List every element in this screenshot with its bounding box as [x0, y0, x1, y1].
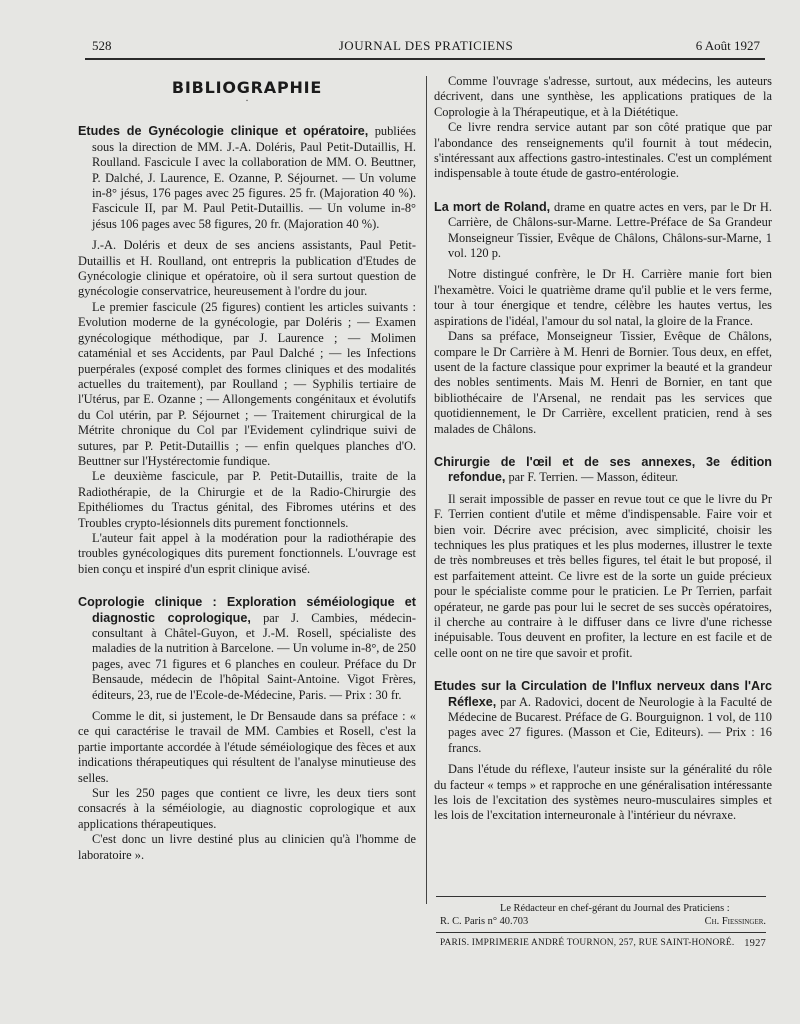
page-number: 528 — [92, 38, 112, 53]
review-paragraph: Notre distingué confrère, le Dr H. Carrière manie fort bien l'hexamètre. Voici le quatrième drame qu'il publie et le vers ferme, tour à tour énergique et tendre, célèbre les hautes vertus, les aspirations de l'idéal, l'amour du sol natal, la gloire de la France. — [434, 267, 772, 328]
section-title: BIBLIOGRAPHIE — [171, 78, 323, 97]
right-column — [434, 74, 772, 824]
title-ornament: ▪ — [246, 99, 248, 105]
review-paragraph: J.-A. Doléris et deux de ses anciens assistants, Paul Petit-Dutaillis et H. Roulland, ont entrepris la publication d'Etudes de Gynécologie clinique et opératoire, où il sera surtout question de gynécologie conservatrice, heureusement à l'ordre du jour. — [78, 238, 416, 299]
book-reference: par F. Terrien. — Masson, éditeur. — [508, 470, 679, 485]
review-paragraph: Le deuxième fascicule, par P. Petit-Dutaillis, traite de la Radiothérapie, de la Chirurgie et de la Radio-Chirurgie des Epithéliomes du Tractus génital, des Fibromes utérins et des Troubles crypto-lésionnels dits purement fonctionnels. — [78, 469, 416, 530]
book-title: Etudes sur la Circulation de l'Influx nerveux dans l'Arc Réflexe, — [434, 679, 772, 709]
book-title: Chirurgie de l'œil et de ses annexes, 3e édition refondue, — [434, 454, 772, 485]
review-paragraph: Dans l'étude du réflexe, l'auteur insiste sur la généralité du rôle du facteur « temps » et rapproche en une généralisation intéressante les lois de l'excitation des systèmes neuro-musculaires simples et les lois de l'excitation interneuronale à l'intérieur du névraxe. — [434, 762, 772, 823]
left-column — [78, 74, 416, 863]
review-paragraph: Dans sa préface, Monseigneur Tissier, Evêque de Châlons, compare le Dr Carrière à M. Henri de Bornier. Tous deux, en effet, usent de la facture classique pour exprimer la beauté et la grandeur des nobles sentiments. Mais M. Henri de Bornier, en tant que bibliothécaire de l'Arsenal, ne rendait pas les services que quotidiennement, le Dr Carrière, excellent praticien, rend à ses malades de Châlons. — [434, 329, 772, 436]
journal-title: JOURNAL DES PRATICIENS — [338, 38, 514, 53]
book-reference: drame en quatre actes en vers, par le Dr H. Carrière, de Châlons-sur-Marne. Lettre-Préface de Sa Grandeur Monseigneur Tissier, Evêque de Châlons, Châlons-sur-Marne, 1 vol. 120 p. — [448, 199, 772, 261]
print-year: 1927 — [744, 938, 766, 949]
rc-number: R. C. Paris n° 40.703 — [440, 916, 529, 927]
printer-name: PARIS. IMPRIMERIE ANDRÉ TOURNON, 257, RUE SAINT-HONORÉ. — [440, 938, 735, 948]
header-rule — [85, 58, 765, 60]
book-reference: publiées sous la direction de MM. J.-A. Doléris, Paul Petit-Dutaillis, H. Roulland. Fascicule I avec la collaboration de MM. O. Beuttner, P. Dalché, J. Laurence, E. Ozanne, P. Séjournet. — Un volume in-8° jésus, 176 pages avec 25 figures. 25 fr. (Majoration 40 %). Fascicule II, par M. Paul Petit-Dutaillis. — Un volume in-8° jésus 106 pages avec 58 figures, 20 fr. (Majoration 40 %). — [92, 124, 416, 231]
footer-rule-2 — [436, 932, 766, 933]
book-reference: par J. Cambies, médecin-consultant à Châtel-Guyon, et J.-M. Rosell, spécialiste des maladies de la nutrition à Barcelone. — Un volume in-8°, de 250 pages, avec 71 figures et 6 planches en couleur. Préface du Dr Bensaude, médecin de l'hôpital Saint-Antoine. Vigot Frères, éditeurs, 23, rue de l'Ecole-de-Médecine, Paris. — Prix : 30 fr. — [92, 610, 416, 702]
review-paragraph: Ce livre rendra service autant par son côté pratique que par l'abondance des renseignements qu'il fournit à tout médecin, s'intéressant aux affections gastro-intestinales. C'est un complément indispensable à toute étude de gastro-entérologie. — [434, 120, 772, 181]
review-entry-header — [434, 200, 772, 262]
running-header — [92, 38, 760, 56]
review-entry-header — [434, 679, 772, 756]
editor-credit — [440, 902, 766, 928]
book-reference: par A. Radovici, docent de Neurologie à la Faculté de Médecine de Bucarest. Préface de G. Bourguignon. 1 vol, de 110 pages avec 27 figures. (Masson et Cie, Editeurs). — Prix : 16 francs. — [448, 694, 772, 755]
review-paragraph: C'est donc un livre destiné plus au clinicien qu'à l'homme de laboratoire ». — [78, 832, 416, 862]
book-title: La mort de Roland, — [434, 199, 551, 214]
review-paragraph: Comme l'ouvrage s'adresse, surtout, aux médecins, les auteurs décrivent, dans une synthèse, les applications pratiques de la Coprologie à la Thérapeutique, et à la Diététique. — [434, 74, 772, 119]
issue-date: 6 Août 1927 — [695, 38, 760, 53]
review-paragraph: Le premier fascicule (25 figures) contient les articles suivants : Evolution moderne de la gynécologie, par Doléris ; — Examen gynécologique méthodique, par J. Laurence ; — Molimen cataménial et ses Accidents, par Paul Dalché ; — les Infections puerpérales (exposé complet des formes cliniques et des modalités actuelles du traitement), par Roulland ; — Syphilis tertiaire de l'Utérus, par E. Ozanne ; — Allongements congénitaux et évolutifs du Col utérin, par P. Séjournet ; — Traitement chirurgical de la Métrite chronique du Col par l'Evidement cylindrique suivi de sutures, par P. Petit-Dutaillis ; — enfin quelques planches d'O. Beuttner sur l'Hystérectomie fundique. — [78, 299, 416, 468]
footer-rule — [436, 896, 766, 897]
column-divider — [426, 76, 427, 904]
review-paragraph: Sur les 250 pages que contient ce livre, les deux tiers sont consacrés à la séméiologie, au diagnostic coprologique et aux applications thérapeutiques. — [78, 786, 416, 831]
review-entry-header — [78, 124, 416, 232]
editor-line: Le Rédacteur en chef-gérant du Journal des Praticiens : — [500, 903, 730, 914]
book-title: Etudes de Gynécologie clinique et opératoire, — [78, 124, 369, 139]
book-title: Coprologie clinique : Exploration séméiologique et diagnostic coprologique, — [78, 595, 416, 625]
review-paragraph: Comme le dit, si justement, le Dr Bensaude dans sa préface : « ce qui caractérise le travail de MM. Cambies et Rosell, c'est la partie importante accordée à l'étude séméiologique des fèces et aux indications thérapeutiques qui résultent de l'analyse minutieuse des selles. — [78, 709, 416, 785]
editor-name: Ch. Fiessinger. — [704, 916, 766, 927]
review-entry-header — [78, 595, 416, 703]
printer-line — [440, 938, 766, 948]
review-paragraph: Il serait impossible de passer en revue tout ce que le livre du Pr F. Terrien contient d'utile et même d'indispensable. Faire voir et bien voir. Décrire avec précision, avec simplicité, choisir les techniques les plus pratiques et les plus modernes, illustrer le texte de très nombreuses et très belles figures, tel était le but proposé, il est parfaitement atteint. Ce livre est de la sorte un guide précieux pour le spécialiste comme pour le praticien. Le Pr Terrien, parfait opérateur, ne garde pas pour lui le secret de ses succès opératoires, il cherche au contraire à le diffuser dans ce livre d'une richesse inépuisable. Tous deuvent en profiter, la lecture en est facile et de celle oont on ne tire que savoir et profit. — [434, 491, 772, 660]
review-entry-header — [434, 455, 772, 486]
review-paragraph: L'auteur fait appel à la modération pour la radiothérapie des troubles gynécologiques dits purement fonctionnels. L'ouvrage est bien conçu et inspiré d'un esprit clinique avisé. — [78, 530, 416, 576]
